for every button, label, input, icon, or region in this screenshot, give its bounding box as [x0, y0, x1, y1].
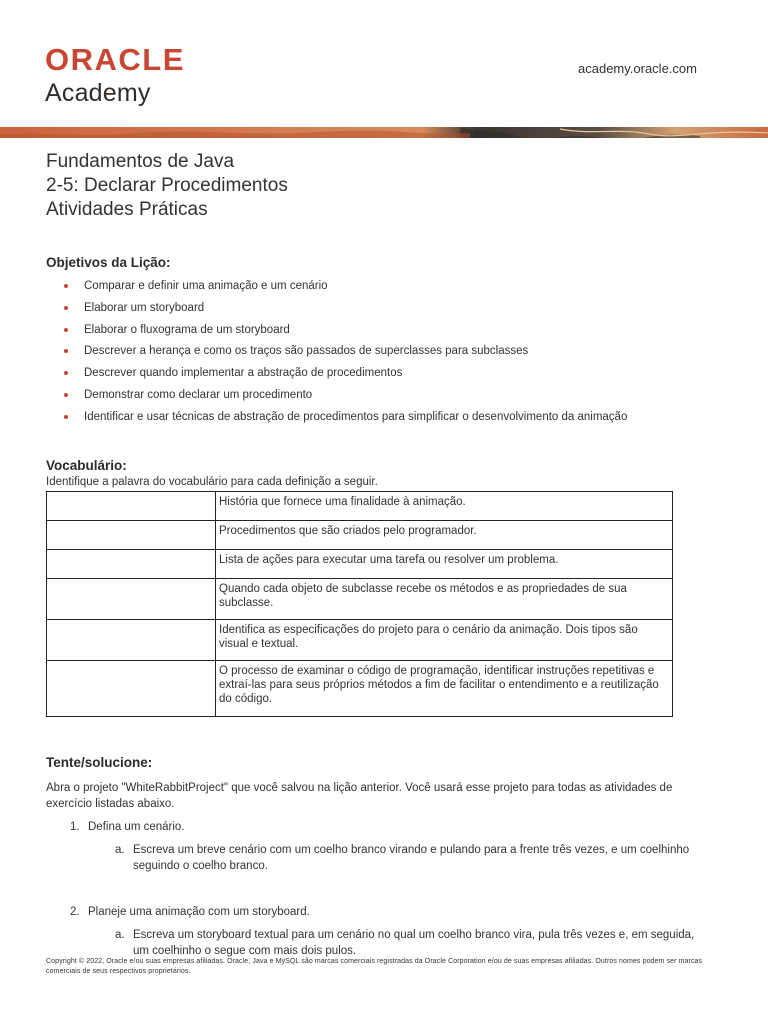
objective-text: Identificar e usar técnicas de abstração de procedimentos para simplificar o desenvolvimento da animação [84, 410, 628, 423]
objective-item [62, 365, 627, 387]
objective-text: Descrever a herança e como os traços são passados de superclasses para subclasses [84, 345, 529, 358]
definition-cell: Identifica as especificações do projeto para o cenário da animação. Dois tipos são visual e textual. [216, 620, 673, 661]
term-cell[interactable] [47, 492, 216, 521]
step-number: 2. [70, 906, 80, 918]
bullet-icon [64, 328, 68, 332]
objective-text: Comparar e definir uma animação e um cenário [84, 280, 328, 292]
term-cell[interactable] [47, 521, 216, 550]
table-row [47, 521, 673, 550]
table-row [47, 579, 673, 620]
term-cell[interactable] [47, 579, 216, 620]
term-cell[interactable] [47, 550, 216, 579]
document-title [46, 150, 288, 222]
step-2-sub-a [115, 928, 715, 960]
logo-oracle-text: ORACLE [45, 42, 185, 77]
bullet-icon [64, 415, 68, 419]
definition-cell: Quando cada objeto de subclasse recebe os métodos e as propriedades de sua subclasse. [216, 579, 673, 620]
step-text: Defina um cenário. [88, 821, 185, 833]
decorative-banner [0, 126, 768, 138]
step-text: Planeje uma animação com um storyboard. [88, 906, 310, 918]
objective-item [62, 278, 627, 300]
table-row [47, 620, 673, 661]
copyright-notice: Copyright © 2022, Oracle e/ou suas empresas afiliadas. Oracle, Java e MySQL são marcas comerciais registradas da Oracle Corporation e/ou de suas empresas afiliadas. Outros nomes podem ser marcas comerciais de seus respectivos proprietários. [46, 958, 703, 975]
bullet-icon [64, 393, 68, 397]
term-cell[interactable] [47, 661, 216, 717]
try-solve-heading: Tente/solucione: [46, 755, 153, 770]
vocabulary-heading: Vocabulário: [46, 458, 127, 473]
vocabulary-table [46, 491, 673, 717]
objective-text: Demonstrar como declarar um procedimento [84, 388, 313, 401]
definition-cell: O processo de examinar o código de programação, identificar instruções repetitivas e extraí-las para seus próprios métodos a fim de facilitar o entendimento e a reutilização do código. [216, 661, 673, 717]
objective-text: Elaborar o fluxograma de um storyboard [84, 323, 290, 336]
try-solve-intro: Abra o projeto "WhiteRabbitProject" que você salvou na lição anterior. Você usará esse projeto para todas as atividades de exercício listadas abaixo. [46, 782, 673, 810]
activity-title: Atividades Práticas [46, 199, 208, 220]
vocabulary-intro: Identifique a palavra do vocabulário para cada definição a seguir. [46, 476, 378, 488]
objective-item [62, 409, 627, 431]
bullet-icon [64, 349, 68, 353]
objective-text: Elaborar um storyboard [84, 301, 205, 314]
step-1-sub-a [115, 843, 715, 875]
table-row [47, 661, 673, 717]
objective-item [62, 387, 627, 409]
sub-step-letter: a. [115, 929, 125, 941]
bullet-icon [64, 306, 68, 310]
site-url: academy.oracle.com [578, 61, 697, 76]
step-number: 1. [70, 821, 80, 833]
objective-item [62, 343, 627, 365]
definition-cell: Procedimentos que são criados pelo programador. [216, 521, 673, 550]
course-title: Fundamentos de Java [46, 151, 235, 172]
step-1 [70, 820, 710, 836]
definition-cell: Lista de ações para executar uma tarefa ou resolver um problema. [216, 550, 673, 579]
table-row [47, 492, 673, 521]
objective-item [62, 300, 627, 322]
objectives-heading: Objetivos da Lição: [46, 255, 171, 270]
objectives-list [62, 278, 627, 431]
objective-item [62, 322, 627, 344]
logo-academy-text: Academy [45, 79, 151, 107]
bullet-icon [64, 371, 68, 375]
oracle-academy-logo [45, 44, 185, 107]
step-2 [70, 905, 710, 921]
term-cell[interactable] [47, 620, 216, 661]
objective-text: Descrever quando implementar a abstração de procedimentos [84, 367, 403, 380]
table-row [47, 550, 673, 579]
bullet-icon [64, 284, 68, 288]
sub-step-text: Escreva um breve cenário com um coelho branco virando e pulando para a frente três vezes, e um coelhinho seguindo o coelho branco. [133, 844, 690, 872]
sub-step-letter: a. [115, 844, 125, 856]
lesson-title: 2-5: Declarar Procedimentos [46, 175, 288, 196]
definition-cell: História que fornece uma finalidade à animação. [216, 492, 673, 521]
sub-step-text: Escreva um storyboard textual para um cenário no qual um coelho branco vira, pula três vezes e, em seguida, um coelhinho o segue com mais dois pulos. [133, 929, 695, 957]
